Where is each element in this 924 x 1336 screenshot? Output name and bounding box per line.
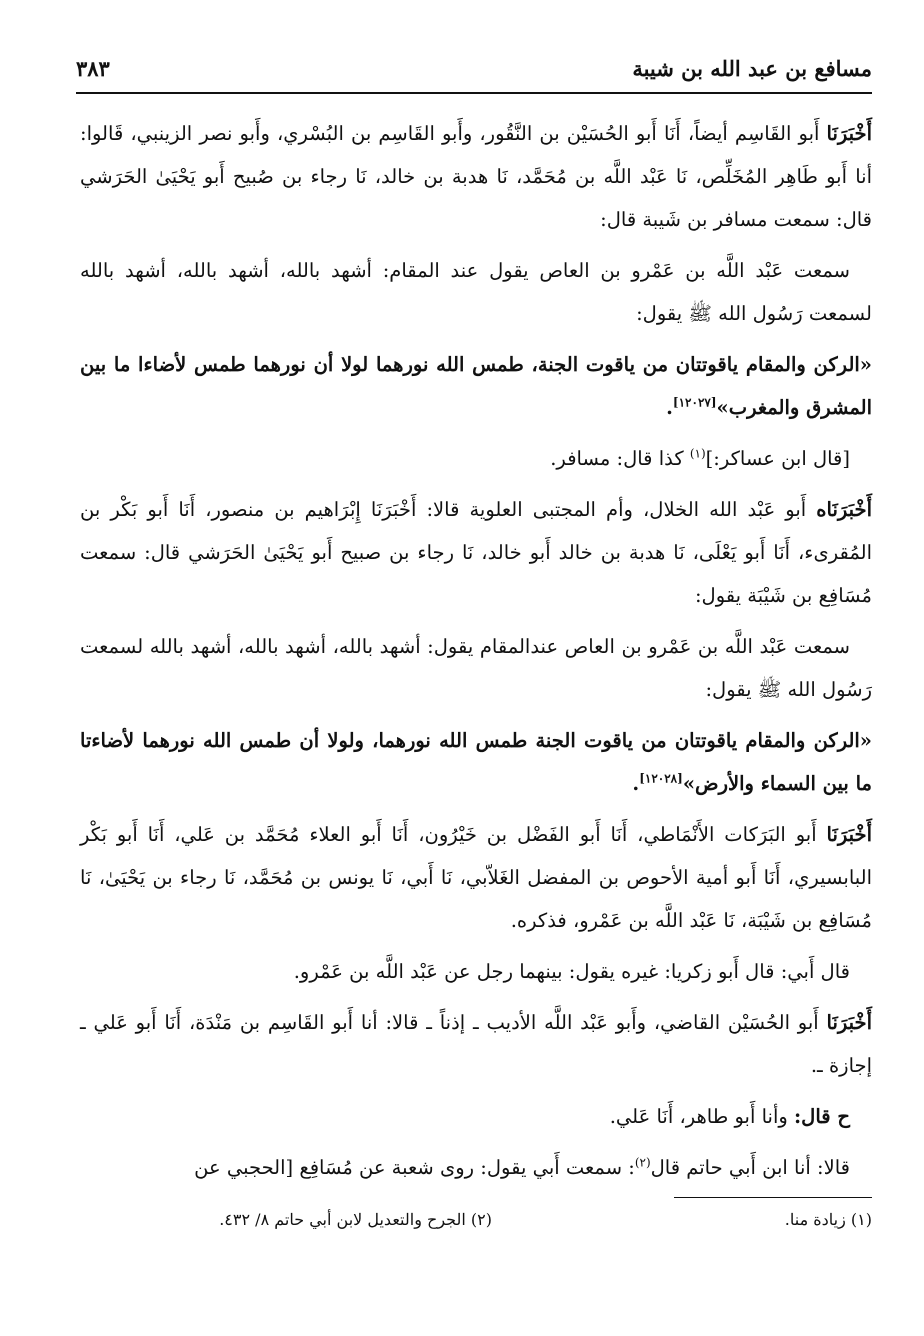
paragraph-text: قالا: أنا ابن أَبي حاتم قال: [650, 1156, 850, 1179]
footnote-marker: (١): [850, 1210, 872, 1229]
page-number: ٣٨٣: [76, 56, 110, 81]
footnote-rule: [674, 1197, 872, 1198]
paragraph: [80, 488, 872, 617]
paragraph-tail: .: [632, 772, 640, 795]
paragraph-tail: : سمعت أَبي يقول: روى شعبة عن مُسَافِع [الحجبي عن: [194, 1156, 635, 1179]
paragraph: [80, 813, 872, 942]
hadith-text: [80, 719, 872, 805]
hadith-number: [١٢٠٢٨]: [639, 771, 683, 786]
paragraph: [80, 1095, 872, 1138]
paragraph: [80, 625, 872, 711]
header-rule: [76, 92, 872, 94]
hadith-text: [80, 343, 872, 429]
footnote-text: الجرح والتعديل لابن أبي حاتم ٨/ ٤٣٢.: [219, 1210, 466, 1229]
paragraph-text: وأنا أَبو طاهر، أَنَا عَلي.: [609, 1105, 794, 1128]
paragraph: [80, 950, 872, 993]
footnote-marker: (٢): [470, 1210, 492, 1229]
footnote-text: زيادة منا.: [784, 1210, 846, 1229]
paragraph-text: أَبو الحُسَيْن القاضي، وأَبو عَبْد اللَّه الأديب ـ إذناً ـ قالا: أنا أَبو القَاسِم بن مَنْدَة، أَنَا أَبو عَلي ـ إجازة ـ.: [80, 1011, 872, 1077]
footnote: [219, 1210, 492, 1229]
paragraph-tail: .: [666, 396, 673, 419]
paragraph-lead: أَخْبَرَنَا: [826, 1011, 872, 1034]
paragraph-text: سمعت عَبْد اللَّه بن عَمْرو بن العاص يقول عند المقام: أشهد بالله، أشهد بالله، أشهد بالله لسمعت رَسُول الله ﷺ يقول:: [80, 259, 872, 325]
paragraph: [80, 1001, 872, 1087]
paragraph-text: أَبو عَبْد الله الخلال، وأم المجتبى العلوية قالا: أَخْبَرَنَا إِبْرَاهيم بن منصور، أَنَا أَبو بَكْر بن المُقرىء، أَنَا أَبو يَعْلَى، نَا هدبة بن خالد أَبو خالد، نَا رجاء بن صبيح أَبو يَحْيَىٰ الحَرَشي قال: سمعت مُسَافِع بن شَيْبَة يقول:: [80, 498, 872, 607]
paragraph: [80, 1146, 872, 1189]
paragraph-text: «الركن والمقام ياقوتتان من ياقوت الجنة، طمس الله نورهما لولا أن نورهما طمس لأضاءا ما بين المشرق والمغرب»: [80, 353, 872, 419]
paragraph-tail: كذا قال: مسافر.: [550, 447, 690, 470]
paragraph-lead: أَخْبَرَنَا: [826, 122, 872, 145]
page-header: [76, 52, 872, 88]
paragraph: [80, 249, 872, 335]
paragraph-lead: أَخْبَرَنَاه: [816, 498, 872, 521]
hadith-number: [١٢٠٢٧]: [672, 395, 717, 410]
paragraph-lead: أَخْبَرَنَا: [826, 823, 872, 846]
paragraph: [80, 437, 872, 480]
paragraph-text: قال أَبي: قال أَبو زكريا: غيره يقول: بينهما رجل عن عَبْد اللَّه بن عَمْرو.: [293, 960, 850, 983]
paragraph-text: [قال ابن عساكر:]: [705, 447, 850, 470]
paragraph-text: سمعت عَبْد اللَّه بن عَمْرو بن العاص عندالمقام يقول: أشهد بالله، أشهد بالله، أشهد بالله لسمعت رَسُول الله ﷺ يقول:: [80, 635, 872, 701]
body-text: [80, 112, 872, 1197]
paragraph: [80, 112, 872, 241]
paragraph-text: «الركن والمقام ياقوتتان من ياقوت الجنة طمس الله نورهما، ولولا أن طمس الله نورهما لأضاءتا ما بين السماء والأرض»: [80, 729, 872, 795]
footnote-ref: (١): [689, 446, 706, 461]
paragraph-lead: ح قال:: [793, 1105, 850, 1128]
running-title: مسافع بن عبد الله بن شيبة: [632, 56, 872, 81]
paragraph-text: أَبو البَرَكات الأَنْمَاطي، أَنَا أَبو الفَضْل بن خَيْرُون، أَنَا أَبو العلاء مُحَمَّد بن عَلي، أَنَا أَبو بَكْر البابسيري، أَنَا أَبو أمية الأحوص بن المفضل الغَلاّبي، نَا أَبي، نَا يونس بن مُحَمَّد، نَا رجاء بن يَحْيَىٰ، نَا مُسَافِع بن شَيْبَة، نَا عَبْد اللَّه بن عَمْرو، فذكره.: [80, 823, 872, 932]
footnote: [785, 1210, 872, 1229]
footnote-ref: (٢): [634, 1155, 651, 1170]
paragraph-text: أَبو القَاسِم أيضاً، أَنَا أَبو الحُسَيْن بن النَّقُور، وأَبو القَاسِم بن البُسْري، وأَبو نصر الزينبي، قَالوا: أنا أَبو طَاهِر المُخَلِّص، نَا عَبْد اللَّه بن مُحَمَّد، نَا هدبة بن خالد، نَا رجاء بن صُبيح أَبو يَحْيَىٰ الحَرَشي قال: سمعت مسافر بن شَيبة قال:: [80, 122, 872, 231]
